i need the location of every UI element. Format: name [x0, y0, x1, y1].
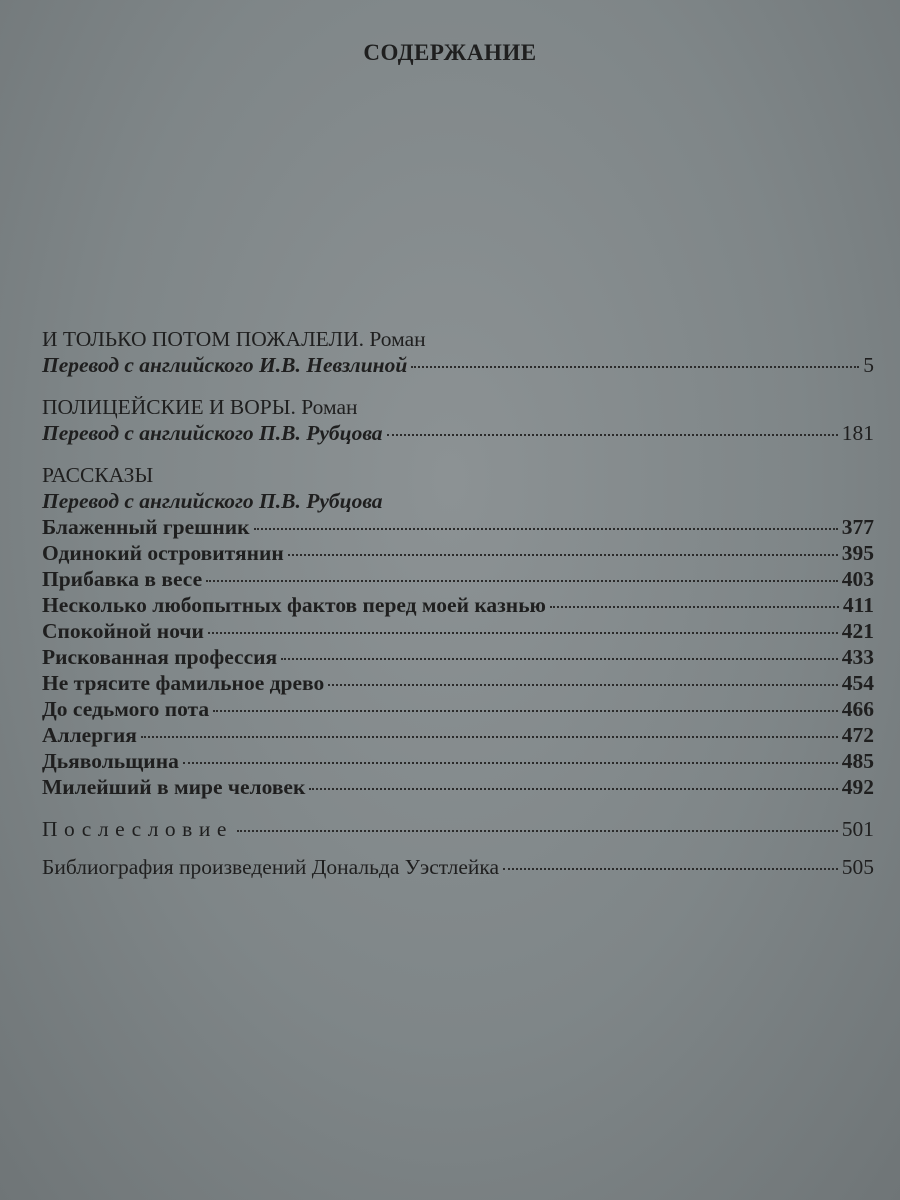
- dot-leader: [141, 735, 838, 738]
- story-row: [42, 748, 874, 774]
- story-title: До седьмого пота: [42, 697, 210, 721]
- novel1-translator-row: [42, 352, 874, 378]
- novel1-page: 5: [863, 353, 874, 377]
- story-title: Не трясите фамильное древо: [42, 671, 325, 695]
- novel2-page: 181: [841, 421, 874, 445]
- novel1-title-row: [42, 326, 874, 352]
- story-row: [42, 722, 874, 748]
- story-row: [42, 566, 874, 592]
- bibliography-title: Библиография произведений Дональда Уэстлейка: [42, 855, 500, 879]
- stories-title: РАССКАЗЫ: [42, 463, 154, 487]
- story-page: 377: [841, 515, 874, 539]
- story-title: Несколько любопытных фактов перед моей казнью: [42, 593, 546, 617]
- story-row: [42, 670, 874, 696]
- dot-leader: [550, 605, 839, 608]
- dot-leader: [309, 787, 837, 790]
- story-page: 395: [841, 541, 874, 565]
- novel2-translator: Перевод с английского П.В. Рубцова: [42, 421, 383, 445]
- story-page: 454: [841, 671, 874, 695]
- story-title: Аллергия: [42, 723, 137, 747]
- story-page: 485: [841, 749, 874, 773]
- bibliography-row: [42, 854, 874, 880]
- dot-leader: [208, 631, 838, 634]
- story-row: [42, 644, 874, 670]
- story-title: Рискованная профессия: [42, 645, 278, 669]
- story-title: Милейший в мире человек: [42, 775, 306, 799]
- story-page: 492: [841, 775, 874, 799]
- dot-leader: [503, 867, 838, 870]
- table-of-contents: [42, 326, 874, 880]
- afterword-row: [42, 816, 874, 842]
- story-page: 472: [841, 723, 874, 747]
- bibliography-page: 505: [841, 855, 874, 879]
- story-page: 411: [842, 593, 874, 617]
- dot-leader: [328, 683, 838, 686]
- story-row: [42, 618, 874, 644]
- afterword-page: 501: [841, 817, 874, 841]
- story-title: Блаженный грешник: [42, 515, 250, 539]
- novel1-title: И ТОЛЬКО ПОТОМ ПОЖАЛЕЛИ. Роман: [42, 327, 426, 351]
- dot-leader: [281, 657, 838, 660]
- dot-leader: [183, 761, 838, 764]
- story-row: [42, 540, 874, 566]
- story-row: [42, 774, 874, 800]
- dot-leader: [237, 829, 838, 832]
- novel2-title: ПОЛИЦЕЙСКИЕ И ВОРЫ. Роман: [42, 395, 358, 419]
- dot-leader: [254, 527, 838, 530]
- novel2-translator-row: [42, 420, 874, 446]
- story-title: Спокойной ночи: [42, 619, 204, 643]
- afterword-title: Послесловие: [42, 817, 233, 841]
- story-row: [42, 514, 874, 540]
- dot-leader: [411, 365, 859, 368]
- story-row: [42, 696, 874, 722]
- dot-leader: [288, 553, 838, 556]
- dot-leader: [387, 433, 838, 436]
- dot-leader: [206, 579, 838, 582]
- story-page: 421: [841, 619, 874, 643]
- story-title: Прибавка в весе: [42, 567, 203, 591]
- stories-translator-row: [42, 488, 874, 514]
- story-page: 433: [841, 645, 874, 669]
- story-title: Одинокий островитянин: [42, 541, 284, 565]
- novel2-title-row: [42, 394, 874, 420]
- stories-title-row: [42, 462, 874, 488]
- stories-translator: Перевод с английского П.В. Рубцова: [42, 489, 383, 513]
- story-row: [42, 592, 874, 618]
- dot-leader: [213, 709, 838, 712]
- story-page: 466: [841, 697, 874, 721]
- story-title: Дьявольщина: [42, 749, 179, 773]
- story-page: 403: [841, 567, 874, 591]
- page-title: СОДЕРЖАНИЕ: [363, 40, 537, 65]
- novel1-translator: Перевод с английского И.В. Невзлиной: [42, 353, 408, 377]
